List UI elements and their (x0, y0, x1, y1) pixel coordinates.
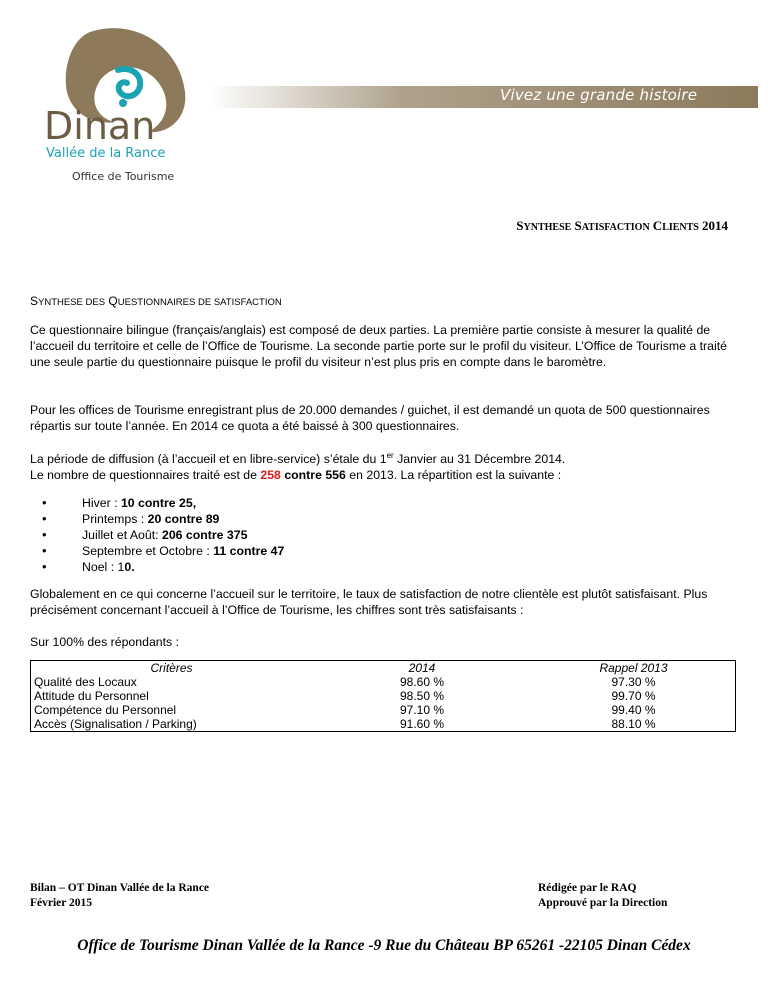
table-row (31, 675, 736, 689)
list-item: • Noel : 10. (42, 559, 284, 575)
logo-subtitle: Vallée de la Rance (46, 146, 166, 161)
table-header-row (31, 661, 736, 676)
period-paragraph: La période de diffusion (à l’accueil et en libre-service) s’étale du 1er Janvier au 31 Décembre 2014. Le nombre de questionnaires traité est de 258 contre 556 en 2013. La répartition est la suivante : (30, 451, 566, 483)
list-item: • Hiver : 10 contre 25, (42, 495, 284, 511)
approval-info: Rédigée par le RAQ Approuvé par la Direction (538, 882, 668, 909)
document-title: SYNTHESE SATISFACTION CLIENTS 2014 (516, 218, 728, 233)
criteria-cell: Qualité des Locaux (31, 675, 313, 689)
value-2013-cell: 99.70 % (532, 689, 736, 703)
criteria-cell: Compétence du Personnel (31, 703, 313, 717)
table-row (31, 717, 736, 732)
season-breakdown-list (42, 495, 284, 575)
value-2013-cell: 97.30 % (532, 675, 736, 689)
value-2014-cell: 97.10 % (399, 703, 445, 717)
section-title: SYNTHESE DES QUESTIONNAIRES DE SATISFACTION (30, 294, 282, 308)
table-row (31, 703, 736, 717)
logo-office: Office de Tourisme (72, 170, 175, 183)
value-2014-cell: 98.50 % (399, 689, 445, 703)
report-info: Bilan – OT Dinan Vallée de la Rance Février 2015 (30, 882, 210, 909)
list-item: • Juillet et Août: 206 contre 375 (42, 527, 284, 543)
table-row (31, 689, 736, 703)
header-2013: Rappel 2013 (532, 661, 736, 676)
header-criteria: Critères (31, 661, 313, 676)
criteria-cell: Attitude du Personnel (31, 689, 313, 703)
header-2014: 2014 (312, 661, 532, 676)
list-item: • Printemps : 20 contre 89 (42, 511, 284, 527)
criteria-cell: Accès (Signalisation / Parking) (31, 717, 313, 732)
summary-paragraph: Globalement en ce qui concerne l’accueil sur le territoire, le taux de satisfaction de notre clientèle est plutôt satisfaisant. Plus précisément concernant l’accueil à l’Office de Tourisme, les chiffres sont très satisfaisants : (30, 587, 708, 617)
count-2014: 258 (260, 468, 281, 483)
value-2014-cell: 91.60 % (312, 717, 532, 732)
satisfaction-table (30, 660, 736, 732)
slogan-text: Vivez une grande histoire (500, 86, 698, 104)
intro-paragraph: Ce questionnaire bilingue (français/anglais) est composé de deux parties. La première partie consiste à mesurer la qualité de l’accueil du territoire et celle de l’Office de Tourisme. La seconde partie porte sur le profil du visiteur. L’Office de Tourisme a traité une seule partie du questionnaire puisque le profil du visiteur n’est plus pris en compte dans le baromètre. (30, 323, 727, 369)
value-2014-cell: 98.60 % (399, 675, 445, 689)
list-item: • Septembre et Octobre : 11 contre 47 (42, 543, 284, 559)
page-footer-address: Office de Tourisme Dinan Vallée de la Rance -9 Rue du Château BP 65261 -22105 Dinan Cédex (77, 937, 691, 954)
logo-name: Dinan (44, 104, 156, 148)
quota-paragraph: Pour les offices de Tourisme enregistrant plus de 20.000 demandes / guichet, il est demandé un quota de 500 questionnaires répartis sur toute l’année. En 2014 ce quota a été baissé à 300 questionnaires. (30, 403, 710, 433)
dinan-logo (30, 22, 210, 192)
value-2013-cell: 88.10 % (532, 717, 736, 732)
respondents-note: Sur 100% des répondants : (30, 635, 180, 649)
value-2013-cell: 99.40 % (532, 703, 736, 717)
